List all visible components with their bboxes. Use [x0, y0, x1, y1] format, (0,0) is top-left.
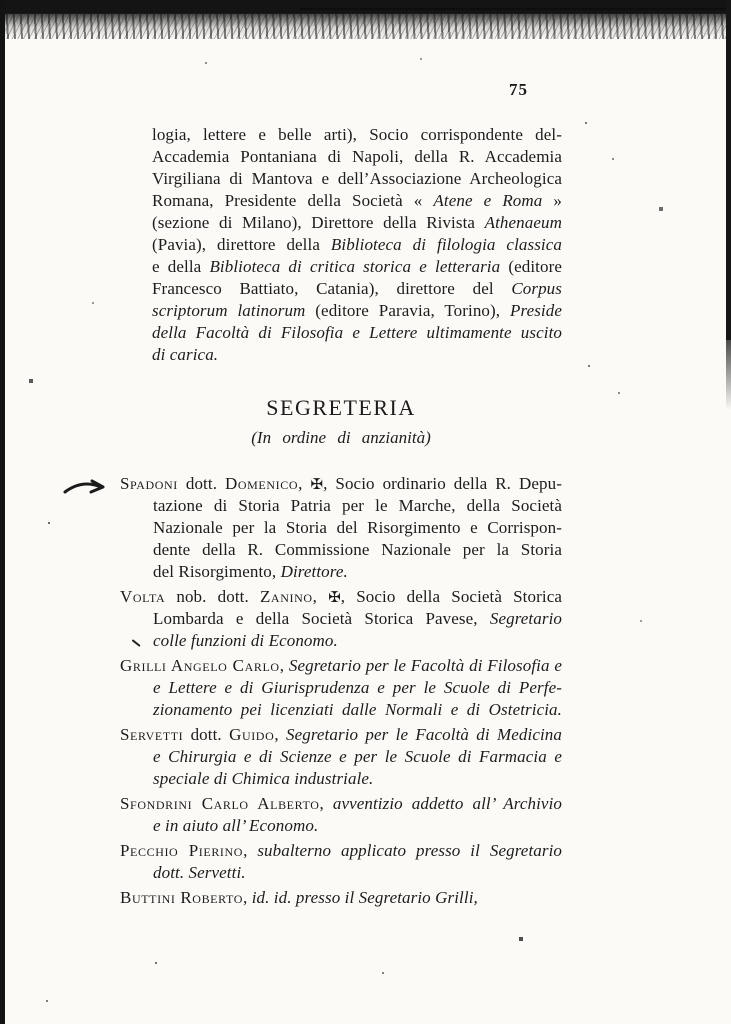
text-segment: dott.	[183, 725, 230, 744]
text-segment: Romana, Presidente della Società «	[152, 191, 434, 210]
text-line	[120, 768, 562, 790]
text-line	[120, 539, 562, 561]
text-line	[152, 190, 562, 212]
scan-left-edge	[0, 0, 5, 1024]
text-segment: e Chirurgia e di Scienze e per le Scuole di Farmacia e	[153, 747, 562, 766]
text-segment: Spadoni	[120, 474, 178, 493]
text-line	[152, 300, 562, 322]
text-segment: (sezione di Milano), Direttore della Rivista	[152, 213, 485, 232]
text-line	[120, 815, 562, 837]
scan-right-edge	[726, 0, 731, 340]
text-line	[152, 168, 562, 190]
section-subheading: (In ordine di anzianità)	[251, 428, 431, 447]
text-segment: Biblioteca di filologia classica	[330, 235, 562, 254]
text-line	[152, 256, 562, 278]
text-segment: colle funzioni di Economo.	[153, 631, 338, 650]
text-segment: Athenaeum	[484, 213, 562, 232]
text-segment: ,	[242, 888, 252, 907]
text-line	[152, 146, 562, 168]
text-segment: ,	[243, 841, 258, 860]
text-segment: Grilli Angelo Carlo	[120, 656, 280, 675]
cross-icon: ✠	[328, 588, 341, 606]
text-segment: ,	[312, 587, 329, 606]
text-segment: Accademia Pontaniana di Napoli, della R. Accademia	[152, 147, 562, 166]
text-line	[120, 473, 562, 495]
text-line	[120, 677, 562, 699]
text-segment: scriptorum latinorum	[152, 301, 306, 320]
intro-paragraph	[152, 124, 562, 366]
text-segment: Sfondrini Carlo Alberto	[120, 794, 320, 813]
text-segment: e Lettere e di Giurisprudenza e per le Scuole di Perfe-	[153, 678, 562, 697]
text-line	[120, 655, 562, 677]
text-segment: Biblioteca di critica storica e letteraria	[209, 257, 501, 276]
scan-top-edge	[0, 0, 731, 14]
text-segment: Segretario	[489, 609, 562, 628]
text-segment: Direttore.	[280, 562, 348, 581]
text-segment: Virgiliana di Mantova e dell’Associazione Archeologica	[152, 169, 562, 188]
section-heading: SEGRETERIA	[266, 395, 416, 420]
text-segment: (editore Paravia, Torino),	[305, 301, 510, 320]
text-line	[152, 234, 562, 256]
secretariat-entry	[120, 724, 562, 790]
text-line	[152, 278, 562, 300]
text-segment: della Facoltà di Filosofia e Lettere ultimamente uscito	[152, 323, 562, 342]
text-segment: Preside	[510, 301, 562, 320]
text-segment: »	[542, 191, 562, 210]
text-segment: zionamento pei licenziati dalle Normali e di Ostetricia.	[153, 700, 562, 719]
text-segment: subalterno applicato presso il Segretario	[257, 841, 563, 860]
text-segment: Lombarda e della Società Storica Pavese,	[153, 609, 490, 628]
text-line	[120, 862, 562, 884]
text-segment: Domenico	[225, 474, 299, 493]
text-line	[120, 495, 562, 517]
secretariat-entry	[120, 473, 562, 583]
text-segment: avventizio addetto all’ Archivio	[332, 794, 562, 813]
text-segment: Atene e Roma	[433, 191, 543, 210]
handwritten-arrow-icon	[63, 477, 111, 499]
secretariat-entry	[120, 586, 562, 652]
text-line	[120, 724, 562, 746]
secretariat-entry	[120, 793, 562, 837]
text-segment: e in aiuto all’ Economo.	[153, 816, 319, 835]
text-segment: Volta	[120, 587, 166, 606]
text-line	[152, 124, 562, 146]
scan-top-line	[300, 8, 731, 10]
scan-top-speckle	[0, 13, 731, 39]
scan-specks	[0, 0, 2, 2]
text-segment: tazione di Storia Patria per le Marche, della Società	[153, 496, 562, 515]
cross-icon: ✠	[310, 475, 324, 493]
text-segment: Servetti	[120, 725, 184, 744]
text-segment: , Socio ordinario della R. Depu-	[323, 474, 562, 493]
text-line	[120, 793, 562, 815]
secretariat-entry	[120, 840, 562, 884]
text-segment: id. id. presso il Segretario Grilli,	[251, 888, 478, 907]
text-segment: Corpus	[511, 279, 562, 298]
text-segment: e della	[152, 257, 210, 276]
text-line	[152, 322, 562, 344]
text-line	[120, 608, 562, 630]
page-number: 75	[509, 80, 528, 99]
text-segment: logia, lettere e belle arti), Socio corrispondente del-	[152, 125, 562, 144]
text-segment: nob. dott.	[165, 587, 260, 606]
text-segment: speciale di Chimica industriale.	[153, 769, 374, 788]
text-line	[120, 630, 562, 652]
text-line	[152, 344, 562, 366]
text-segment: Guido	[229, 725, 275, 744]
text-segment: Zanino	[259, 587, 313, 606]
text-segment: (Pavia), direttore della	[152, 235, 331, 254]
text-line	[120, 887, 562, 909]
secretariat-entry	[120, 655, 562, 721]
text-segment: del Risorgimento,	[153, 562, 281, 581]
text-segment: ,	[298, 474, 311, 493]
text-segment: Segretario per le Facoltà di Filosofia e	[288, 656, 563, 675]
text-line	[120, 746, 562, 768]
text-line	[120, 517, 562, 539]
secretariat-entry	[120, 887, 562, 909]
text-segment: dott.	[177, 474, 226, 493]
text-segment: ,	[274, 725, 286, 744]
text-segment: ,	[319, 794, 333, 813]
text-line	[120, 561, 562, 583]
text-segment: Pecchio Pierino	[120, 841, 244, 860]
text-segment: Nazionale per la Storia del Risorgimento e Corrispon-	[153, 518, 562, 537]
text-segment: Francesco Battiato, Catania), direttore del	[152, 279, 512, 298]
text-segment: ,	[279, 656, 289, 675]
text-line	[120, 699, 562, 721]
text-segment: Segretario per le Facoltà di Medicina	[285, 725, 562, 744]
text-line	[152, 212, 562, 234]
text-segment: dente della R. Commissione Nazionale per la Storia	[153, 540, 562, 559]
text-segment: , Socio della Società Storica	[340, 587, 562, 606]
text-line	[120, 840, 562, 862]
text-segment: Buttini Roberto	[120, 888, 243, 907]
secretariat-list	[120, 473, 562, 912]
text-segment: di carica.	[152, 345, 219, 364]
scan-right-edge-fade	[726, 340, 731, 410]
text-line	[120, 586, 562, 608]
text-segment: dott. Servetti.	[153, 863, 246, 882]
text-segment: (editore	[500, 257, 563, 276]
